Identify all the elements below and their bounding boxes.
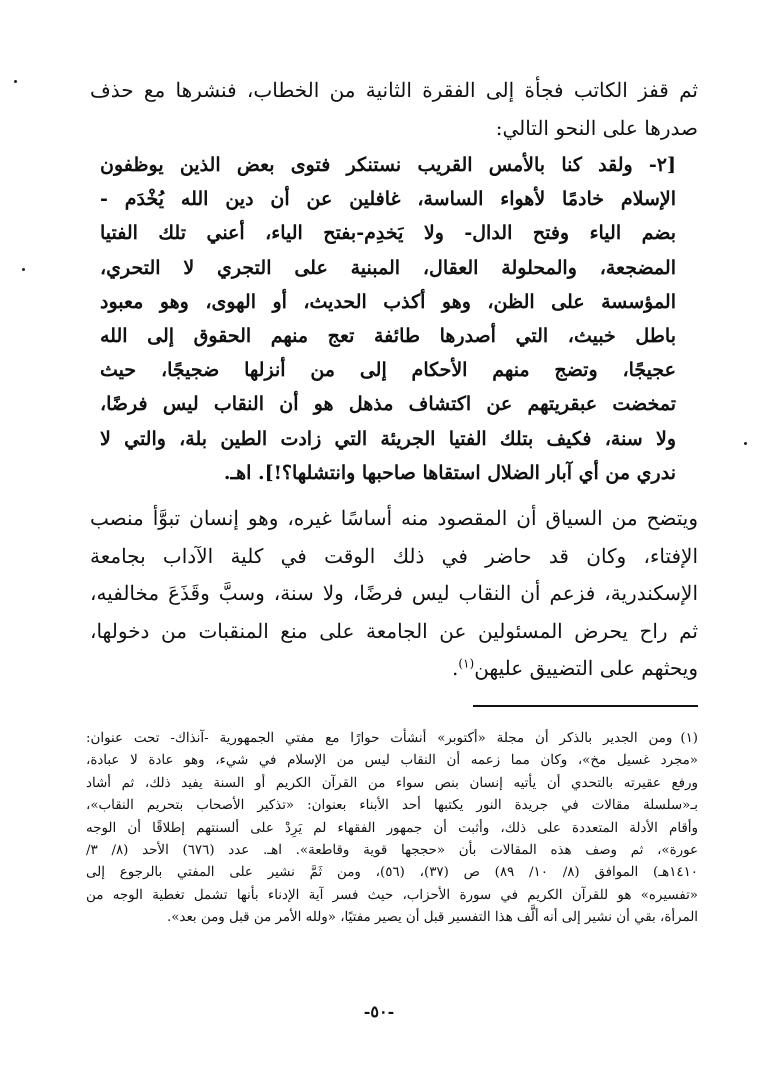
text-line: ورفع عقيرته بالتحدي أن يأتيه إنسان بنص سواء من القرآن الكريم أو السنة يفيد ذلك، ثم أشاد [86,775,698,791]
margin-speck [14,80,17,83]
text-line: المرأة، بقي أن نشير إلى أنه ألَّف هذا التفسير قبل أن يصير مفتيًا، «ولله الأمر من قبل ومن بعد». [166,910,698,926]
text-line: [٢- ولقد كنا بالأمس القريب نستنكر فتوى بعض الذين يوظفون [100,154,676,176]
text-line: تمخضت عبقريتهم عن اكتشاف مذهل هو أن النقاب ليس فرضًا، [100,393,676,416]
footnote [86,728,698,930]
text-fragment: ويحثهم على التضييق عليهن [474,656,698,680]
text-line: المؤسسة على الظن، وهو أكذب الحديث، أو الهوى، وهو معبود [100,290,676,313]
text-line: ندري من أي آبار الضلال استقاها صاحبها وانتشلها؟!]. اهـ. [223,461,676,484]
quoted-passage [100,148,676,490]
intro-paragraph [90,72,698,147]
text-line: «تفسيره» هو للقرآن الكريم في سورة الأحزاب، حيث فسر آية الإدناء بأنها تشمل تغطية الوجه من [86,887,698,903]
margin-speck [22,268,25,271]
footnote-marker[interactable]: (١) [458,656,475,671]
text-fragment: ومن الجدير بالذكر أن مجلة «أكتوبر» أنشأت حوارًا مع مفتي الجمهورية -آنذاك- تحت عنوان: [86,731,673,746]
page-number: -٥٠- [363,1002,395,1021]
text-line: «مجرد غسيل مخ»، وكان مما زعمه أن النقاب ليس من الإسلام في شيء، وهو عادة لا عبادة، [86,753,698,769]
text-line: باطل خبيث، التي أصدرها طائفة تعج منهم الحقوق إلى الله [100,325,676,348]
text-line [86,728,698,750]
text-line: ثم قفز الكاتب فجأة إلى الفقرة الثانية من الخطاب، فنشرها مع حذف [90,78,698,102]
text-line: عجيجًا، وتضج منهم الأحكام إلى من أنزلها ضجيجًا، حيث [100,359,676,382]
footnote-number: (١) [680,731,698,746]
text-line: الإسلام خادمًا لأهواء الساسة، غافلين عن أن دين الله يُخْدَم - [100,188,676,211]
text-line: ولا سنة، فكيف بتلك الفتيا الجريئة التي زادت الطين بلة، والتي لا [100,427,676,450]
context-paragraph [90,500,698,688]
margin-speck [744,442,747,445]
text-line: ١٤١٠هـ) الموافق (٨/ ١٠/ ٨٩) ص (٣٧)، (٥٦)، ومن ثَمَّ نشير على المفتي بالرجوع إلى [86,865,698,881]
text-line: وأقام الأدلة المتعددة على ذلك، وأثبت أن جمهور الفقهاء لم يَرِدْ على ألسنتهم إطلاقًا أن الوجه [86,820,698,836]
text-line: ويحثهم على التضييق عليهن$^{(١)}$. [452,656,698,680]
text-line: صدرها على النحو التالي: [495,115,698,140]
text-line: الإفتاء، وكان قد حاضر في ذلك الوقت في كلية الآداب بجامعة [90,543,698,568]
text-line: عورة»، ثم وصف هذه المقالات بأن «حججها قوية وقاطعة». اهـ. عدد (٦٧٦) الأحد (٨/ ٣/ [86,843,698,859]
text-line: الإسكندرية، فزعم أن النقاب ليس فرضًا، ولا سنة، وسبَّ وقَذَعَ مخالفيه، [90,581,698,605]
text-line: ثم راح يحرض المسئولين عن الجامعة على منع المنقبات من دخولها، [90,618,698,643]
text-line: بـ«سلسلة مقالات في جريدة النور يكتبها أحد الأبناء بعنوان: «تذكير الأصحاب بتحريم النقاب»، [86,798,698,814]
text-line: ويتضح من السياق أن المقصود منه أساسًا غيره، وهو إنسان تبوَّأ منصب [90,506,699,530]
footnote-divider [473,705,698,707]
text-line: المضجعة، والمحلولة العقال، المبنية على التجري لا التحري، [100,256,676,279]
text-line: بضم الياء وفتح الدال- ولا يَخدِم-بفتح الياء، أعني تلك الفتيا [100,222,676,245]
